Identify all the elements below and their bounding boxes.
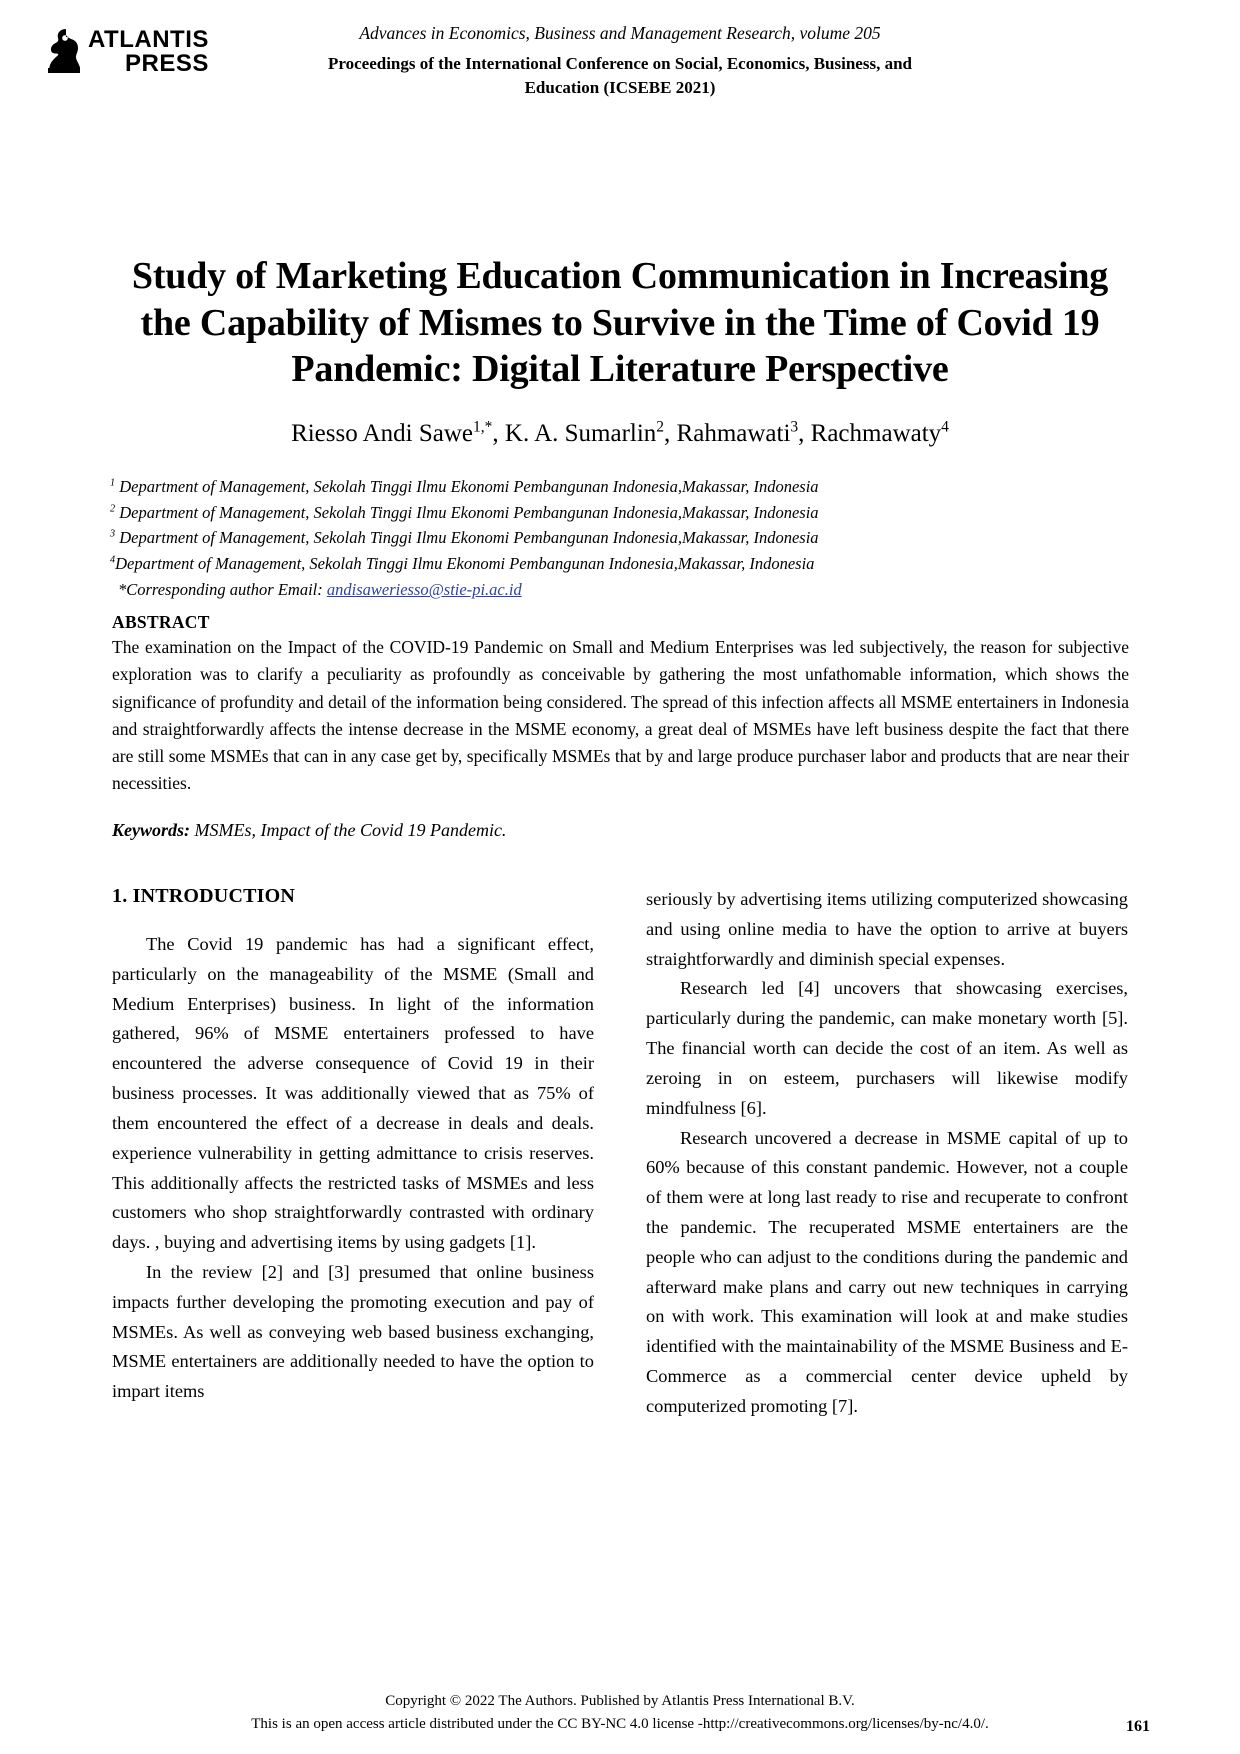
page-number: 161 xyxy=(1126,1718,1150,1735)
paragraph: seriously by advertising items utilizing computerized showcasing and using online media to have the option to arrive at buyers straightforwardly and diminish special expenses. xyxy=(646,889,1128,969)
author-affiliation-marker: 1,* xyxy=(473,418,493,436)
atlantis-press-logo xyxy=(46,28,209,76)
author-affiliation-marker: 4 xyxy=(941,418,949,436)
author-affiliation-marker: 2 xyxy=(656,418,665,436)
affiliation-text: Department of Management, Sekolah Tinggi Ilmu Ekonomi Pembangunan Indonesia,Makassar, Indonesia xyxy=(119,477,819,496)
author-name: Rahmawati xyxy=(676,420,791,447)
affiliation-item xyxy=(110,474,1140,500)
keywords-line xyxy=(112,820,1129,841)
author-list: Riesso Andi Sawe$^{1,*}$, K. A. Sumarlin$^2$, Rahmawati$^3$, Rachmawaty$^4$ xyxy=(291,418,949,447)
proceedings-line-2: Education (ICSEBE 2021) xyxy=(524,78,716,98)
affiliation-marker: 1 xyxy=(110,477,116,489)
affiliation-list xyxy=(110,474,1140,603)
logo-line-2: PRESS xyxy=(125,50,209,77)
abstract-heading: ABSTRACT xyxy=(112,612,210,632)
paragraph: In the review [2] and [3] presumed that online business impacts further developing the promoting execution and pay of MSMEs. As well as conveying web based business exchanging, MSME entertainers are additionally needed to have the option to impart items xyxy=(112,1261,594,1402)
paper-title: Study of Marketing Education Communication in Increasing the Capability of Mismes to Survive in the Time of Covid 19 Pandemic: Digital Literature Perspective xyxy=(131,255,1109,391)
proceedings-title xyxy=(250,52,990,101)
paragraph: Research led [4] uncovers that showcasing exercises, particularly during the pandemic, can make monetary worth [5]. The financial worth can decide the cost of an item. As well as zeroing in on esteem, purchasers will likewise modify mindfulness [6]. xyxy=(646,978,1128,1118)
keywords-label: Keywords: xyxy=(112,820,190,840)
author-name: Rachmawaty xyxy=(810,420,942,447)
page-footer xyxy=(0,1690,1240,1735)
affiliation-text: Department of Management, Sekolah Tinggi Ilmu Ekonomi Pembangunan Indonesia,Makassar, Indonesia xyxy=(119,528,819,548)
header-text-block xyxy=(250,22,990,101)
author-name: K. A. Sumarlin xyxy=(504,420,657,447)
paragraph: The Covid 19 pandemic has had a significant effect, particularly on the manageability of the MSME (Small and Medium Enterprises) business. In light of the information gathered, 96% of MSME entertainers professed to have encountered the adverse consequence of Covid 19 in their business processes. It was additionally viewed that as 75% of them encountered the effect of a decrease in deals and deals. experience vulnerability in getting admittance to crisis reserves. This additionally affects the restricted tasks of MSMEs and less customers who shop straightforwardly contrasted with ordinary days. , buying and advertising items by using gadgets [1]. xyxy=(112,934,594,1253)
corresponding-author-line xyxy=(110,577,1140,603)
thinker-statue-icon xyxy=(46,28,80,74)
section-heading-introduction: 1. INTRODUCTION xyxy=(112,885,296,907)
proceedings-line-1: Proceedings of the International Conference on Social, Economics, Business, and xyxy=(328,53,912,73)
license-line: This is an open access article distributed under the CC BY-NC 4.0 license -http://creativecommons.org/licenses/by-nc/4.0/. xyxy=(251,1715,989,1732)
author-affiliation-marker: 3 xyxy=(790,418,799,436)
left-column xyxy=(112,885,594,1422)
right-column xyxy=(646,885,1128,1422)
copyright-line: Copyright © 2022 The Authors. Published by Atlantis Press International B.V. xyxy=(385,1693,855,1709)
logo-line-1: ATLANTIS xyxy=(88,26,209,53)
affiliation-item xyxy=(110,500,1140,526)
body-columns xyxy=(112,885,1129,1422)
affiliation-marker: 3 xyxy=(110,528,116,540)
atlantis-press-wordmark xyxy=(88,28,209,76)
paragraph: Research uncovered a decrease in MSME capital of up to 60% because of this constant pandemic. However, not a couple of them were at long last ready to rise and recuperate to confront the pandemic. The recuperated MSME entertainers are the people who can adjust to the conditions during the pandemic and afterward make plans and carry out new techniques in carrying on with work. This examination will look at and make studies identified with the maintainability of the MSME Business and E-Commerce as a commercial center device upheld by computerized promoting [7]. xyxy=(646,1127,1128,1416)
affiliation-marker: 2 xyxy=(110,503,116,515)
abstract-body: The examination on the Impact of the COVID-19 Pandemic on Small and Medium Enterprises was led subjectively, the reason for subjective exploration was to clarify a peculiarity as profoundly as conceivable by gathering the most unfathomable information, which shows the significance of profundity and detail of the information being considered. The spread of this infection affects all MSME entertainers in Indonesia and straightforwardly affects the intense decrease in the MSME economy, a great deal of MSMEs have left business despite the fact that there are still some MSMEs that can in any case get by, specifically MSMEs that by and large produce purchaser labor and products that are near their necessities. xyxy=(112,637,1129,794)
author-name: Riesso Andi Sawe xyxy=(291,420,474,447)
affiliation-text: Department of Management, Sekolah Tinggi Ilmu Ekonomi Pembangunan Indonesia,Makassar, Indonesia xyxy=(119,502,819,522)
affiliation-marker: 4 xyxy=(110,554,116,566)
keywords-value: MSMEs, Impact of the Covid 19 Pandemic. xyxy=(190,820,507,840)
affiliation-text: Department of Management, Sekolah Tinggi Ilmu Ekonomi Pembangunan Indonesia,Makassar, Indonesia xyxy=(115,553,815,573)
corresponding-author-label: *Corresponding author Email: xyxy=(118,580,327,600)
page-header xyxy=(0,22,1240,112)
affiliation-item xyxy=(110,525,1140,551)
series-title: Advances in Economics, Business and Management Research, volume 205 xyxy=(359,23,881,43)
corresponding-author-email-link[interactable]: andisaweriesso@stie-pi.ac.id xyxy=(326,580,522,600)
affiliation-item xyxy=(110,551,1140,577)
